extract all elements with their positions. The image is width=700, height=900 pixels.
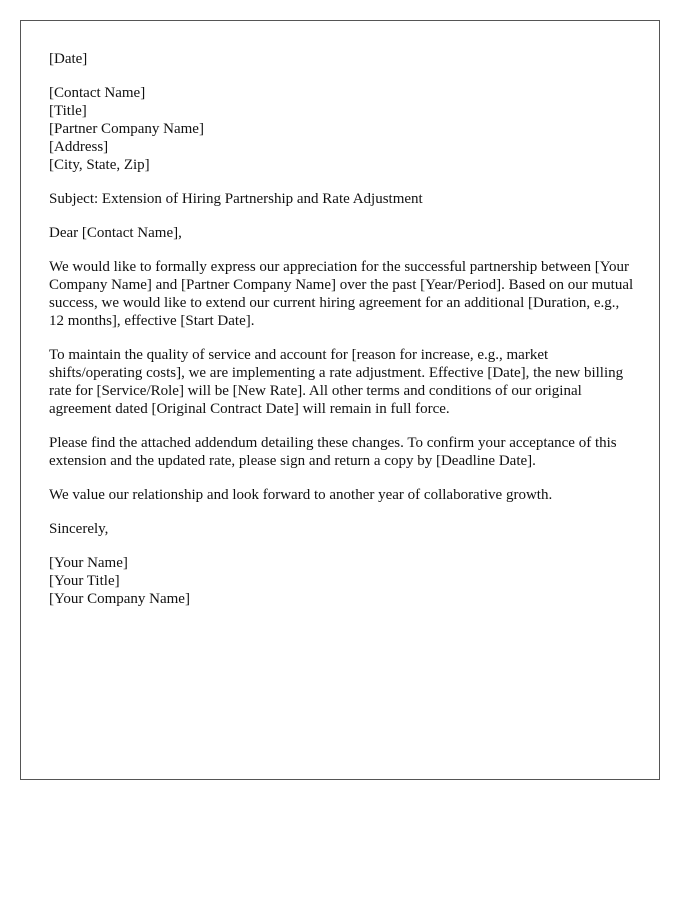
body-paragraph: Please find the attached addendum detailing these changes. To confirm your acceptance of this extension and the updated rate, please sign and return a copy by [Deadline Date]. (49, 435, 617, 469)
body-paragraph: We would like to formally express our appreciation for the successful partnership between [Your Company Name] and [Partner Company Name] over the past [Year/Period]. Based on our mutual success, we would like to extend our current hiring agreement for an additional [Duration, e.g., 12 months], effective [Start Date]. (49, 259, 634, 329)
body-paragraph: To maintain the quality of service and account for [reason for increase, e.g., market shifts/operating costs], we are implementing a rate adjustment. Effective [Date], the new billing rate for [Service/Role] will be [New Rate]. All other terms and conditions of our original agreement dated [Original Contract Date] will remain in full force. (49, 347, 624, 417)
signature-block (49, 554, 637, 608)
letter-closing: Sincerely, (49, 521, 109, 537)
letter-subject: Subject: Extension of Hiring Partnership and Rate Adjustment (49, 191, 423, 207)
sender-company: [Your Company Name] (49, 591, 190, 607)
recipient-city: [City, State, Zip] (49, 157, 150, 173)
letter-date: [Date] (49, 51, 88, 67)
letter-page (20, 20, 660, 780)
recipient-block (49, 84, 637, 174)
recipient-name: [Contact Name] (49, 85, 146, 101)
recipient-title: [Title] (49, 103, 87, 119)
body-paragraph: We value our relationship and look forward to another year of collaborative growth. (49, 487, 553, 503)
letter-salutation: Dear [Contact Name], (49, 225, 182, 241)
sender-title: [Your Title] (49, 573, 120, 589)
recipient-company: [Partner Company Name] (49, 121, 204, 137)
recipient-address: [Address] (49, 139, 109, 155)
letter-body (49, 50, 637, 624)
sender-name: [Your Name] (49, 555, 128, 571)
